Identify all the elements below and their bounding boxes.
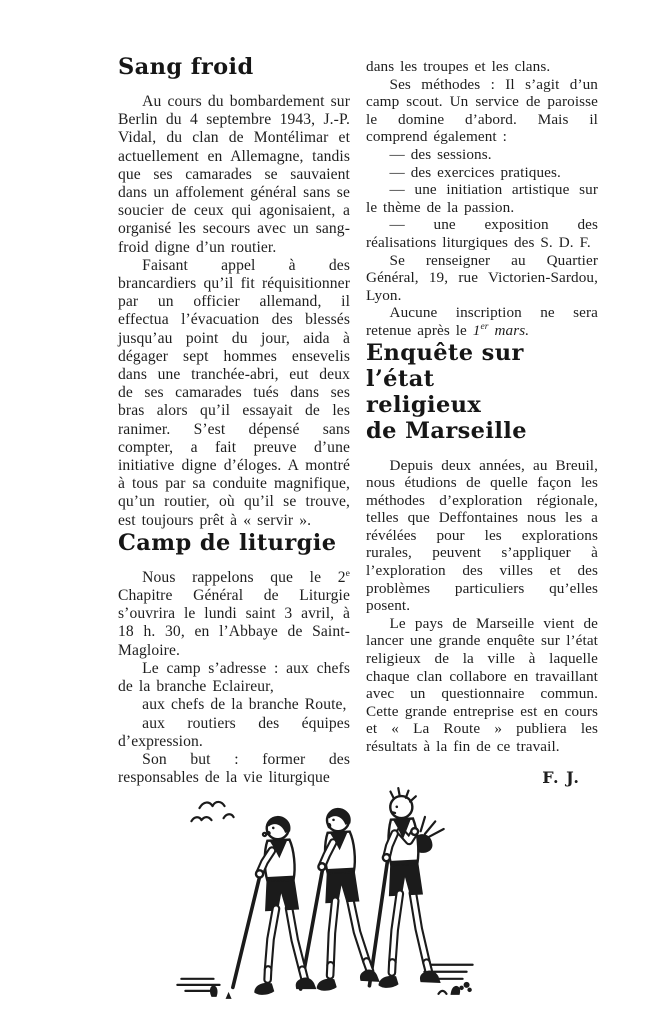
paragraph-camp-3: aux chefs de la branche Route, [142,696,347,714]
list-item-exposition: — une exposition des réalisations liturgiques des S. D. F. [366,216,598,251]
paragraph-camp-1 [118,569,350,660]
paragraph-camp-continuation: dans les troupes et les clans. [366,58,551,75]
three-scouts-hiking-illustration [176,786,480,1022]
enquete-title-line-1: Enquête sur l’état [366,339,524,392]
paragraph-camp-4: aux routiers des équipes d’expression. [118,714,350,750]
left-column [118,54,350,787]
list-item-initiation: — une initiation artistique sur le thème de la passion. [366,181,598,216]
right-column [366,58,598,787]
scout-figure-left [224,815,317,996]
paragraph-sang-froid-1: Au cours du bombardement sur Berlin du 4 septembre 1943, J.-P. Vidal, du clan de Montélimar et actuellement en Allemagne, tandis que ses camarades se sauvaient dans un affolement général sans se soucier de ceux qui agonisaient, a organisé les secours avec un sang-froid digne d’un routier. [118,93,350,256]
enquete-title-line-2: religieux [366,391,482,418]
paragraph-camp-5: Son but : former des responsables de la vie liturgique [118,750,350,787]
author-signature: F. J. [542,767,580,787]
grass-left [177,979,231,999]
scout-figure-right [359,786,452,989]
paragraph-enquete-1: Depuis deux années, au Breuil, nous étudions de quelle façon les méthodes d’exploration régionale, telles que Deffontaines nous les a révélées pour les explorations rurales, peuvent s’appliquer à l’exploration des villes et des problèmes particuliers qu’elles posent. [366,456,598,615]
enquete-title-line-3: de Marseille [366,417,527,444]
paragraph-camp-methods: Ses méthodes : Il s’agit d’un camp scout. Un service de paroisse le domine d’abord. Mais il comprend également : [366,75,598,146]
list-item-sessions: — des sessions. [389,145,492,163]
paragraph-camp-deadline [366,304,598,339]
camp-p1-text-rest: Chapitre Général de Liturgie s’ouvrira le lundi saint 3 avril, à 18 h. 30, en l’Abbaye de Saint-Magloire. [118,587,350,659]
article-title-camp-liturgie: Camp de liturgie [118,529,337,556]
paragraph-enquete-2: Le pays de Marseille vient de lancer une grande enquête sur l’état religieux de la ville à laquelle chaque clan collabore en travaillant avec un questionnaire commun. Cette grande entreprise est en cours et « La Route » publiera les résultats à la fin de ce travail. [366,614,598,755]
birds-icon [191,802,233,821]
deadline-date: 1er mars. [472,321,530,339]
deadline-text: Aucune inscription ne sera retenue après le [366,304,598,339]
ordinal-superscript: e [345,567,350,579]
article-title-sang-froid: Sang froid [118,54,254,80]
article-title-enquete [366,340,598,444]
paragraph-sang-froid-2: Faisant appel à des brancardiers qu’il fit réquisitionner par un officier allemand, il effectua l’évacuation des blessés jusqu’au point du jour, aida à dégager sept hommes ensevelis dans une tranchée-abri, eut deux de ses camarades tués dans ses bras alors qu’il essayait de les ranimer. S’est dépensé sans compter, a fait preuve d’une initiative digne d’éloges. A montré à tous par sa conduite magnifique, qu’un routier, où qu’il se trouve, est toujours prêt à « servir ». [118,256,350,529]
list-item-exercices: — des exercices pratiques. [389,163,561,181]
paragraph-camp-2: Le camp s’adresse : aux chefs de la branche Eclaireur, [118,659,350,696]
camp-p1-text: Nous rappelons que le 2 [142,568,346,586]
paragraph-camp-contact: Se renseigner au Quartier Général, 19, rue Victorien-Sardou, Lyon. [366,251,598,304]
